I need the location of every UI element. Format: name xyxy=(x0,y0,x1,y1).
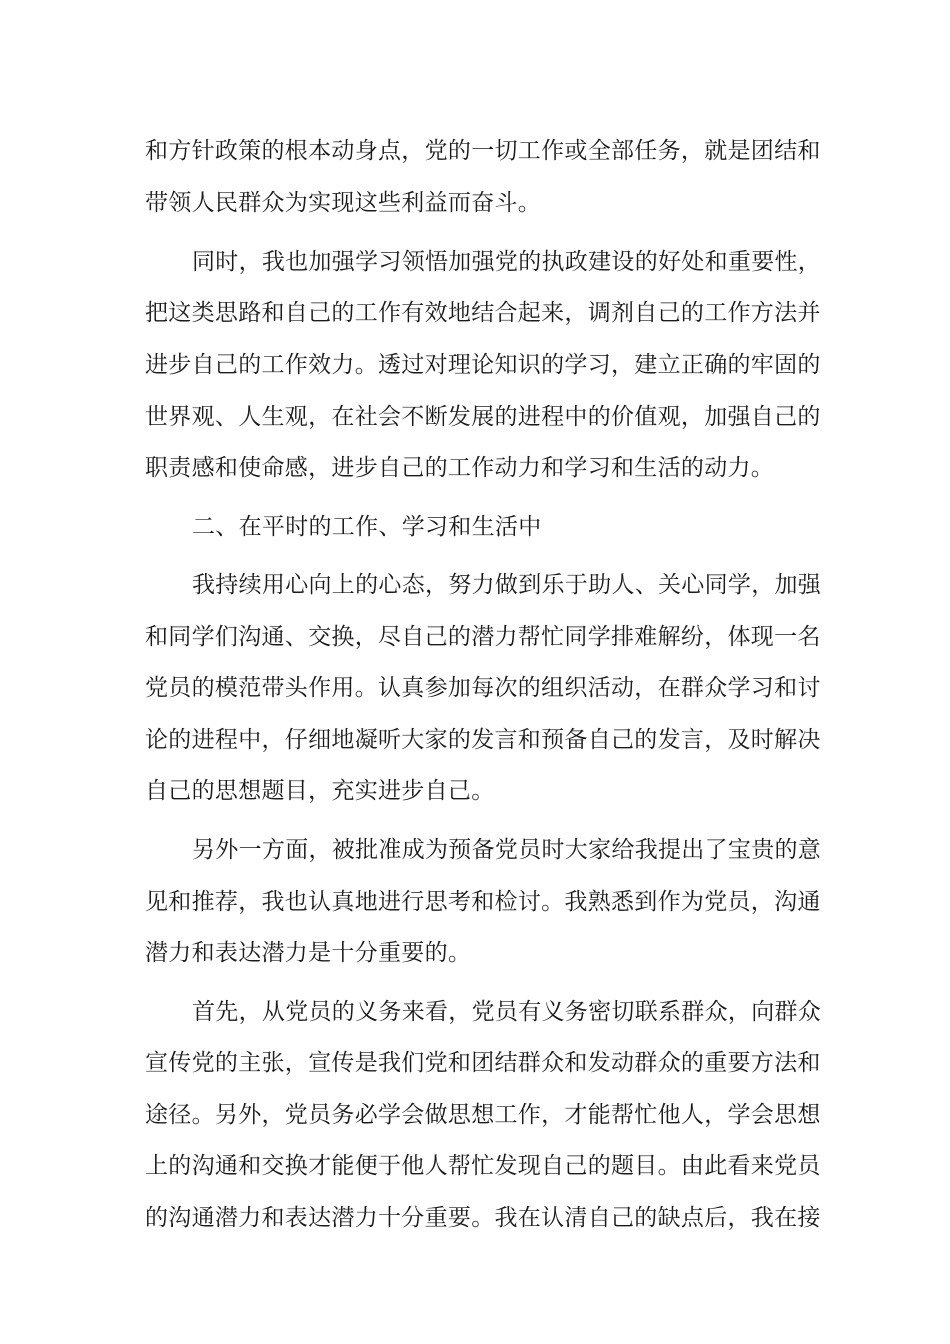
text-line: 上的沟通和交换才能便于他人帮忙发现自己的题目。由此看来党员 xyxy=(145,1153,821,1179)
text-line: 世界观、人生观，在社会不断发展的进程中的价值观，加强自己的 xyxy=(145,404,821,430)
section-heading: 二、在平时的工作、学习和生活中 xyxy=(192,514,542,540)
text-line: 潜力和表达潜力是十分重要的。 xyxy=(145,940,472,966)
text-line: 自己的思想题目，充实进步自己。 xyxy=(145,778,495,804)
text-line: 把这类思路和自己的工作有效地结合起来，调剂自己的工作方法并 xyxy=(145,300,821,326)
text-line: 党员的模范带头作用。认真参加每次的组织活动，在群众学习和讨 xyxy=(145,675,821,701)
text-line: 和方针政策的根本动身点，党的一切工作或全部任务，就是团结和 xyxy=(145,138,821,164)
text-line: 同时，我也加强学习领悟加强党的执政建设的好处和重要性， xyxy=(192,249,822,275)
text-line: 途径。另外，党员务必学会做思想工作，才能帮忙他人，学会思想 xyxy=(145,1102,821,1128)
text-line: 另外一方面，被批准成为预备党员时大家给我提出了宝贵的意 xyxy=(192,837,822,863)
text-line: 带领人民群众为实现这些利益而奋斗。 xyxy=(145,190,542,216)
text-line: 宣传党的主张，宣传是我们党和团结群众和发动群众的重要方法和 xyxy=(145,1050,821,1076)
text-line: 我持续用心向上的心态，努力做到乐于助人、关心同学，加强 xyxy=(192,572,822,598)
text-line: 进步自己的工作效力。透过对理论知识的学习，建立正确的牢固的 xyxy=(145,352,821,378)
text-line: 论的进程中，仔细地凝听大家的发言和预备自己的发言，及时解决 xyxy=(145,727,821,753)
text-line: 首先，从党员的义务来看，党员有义务密切联系群众，向群众 xyxy=(192,999,822,1025)
text-line: 和同学们沟通、交换，尽自己的潜力帮忙同学排难解纷，体现一名 xyxy=(145,624,821,650)
text-line: 职责感和使命感，进步自己的工作动力和学习和生活的动力。 xyxy=(145,455,775,481)
text-line: 的沟通潜力和表达潜力十分重要。我在认清自己的缺点后，我在接 xyxy=(145,1205,821,1231)
text-line: 见和推荐，我也认真地进行思考和检讨。我熟悉到作为党员，沟通 xyxy=(145,889,821,915)
